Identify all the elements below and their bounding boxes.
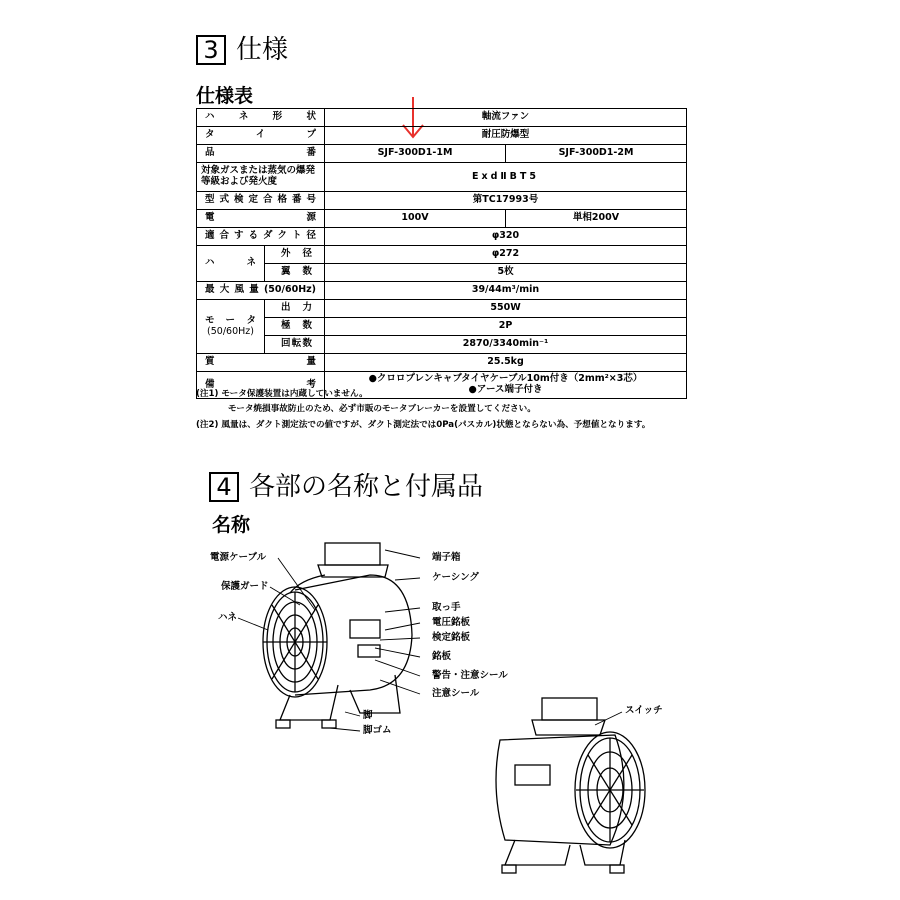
row-value: 39/44m³/min bbox=[325, 282, 687, 300]
label-warning-seal: 警告・注意シール bbox=[432, 670, 508, 681]
sub-label: 出力 bbox=[265, 300, 325, 318]
spec-table bbox=[196, 108, 687, 399]
row-value: 耐圧防爆型 bbox=[325, 127, 687, 145]
table-row bbox=[197, 109, 687, 127]
table-row bbox=[197, 318, 687, 336]
row-label: 電源 bbox=[197, 210, 325, 228]
row-label: 対象ガスまたは蒸気の爆発等級および発火度 bbox=[197, 163, 325, 192]
section4-title: 各部の名称と付属品 bbox=[249, 472, 484, 502]
sub-label: 回転数 bbox=[265, 336, 325, 354]
note-1a: (注1) モータ保護装置は内蔵していません。 bbox=[196, 389, 368, 399]
sub-label: 翼数 bbox=[265, 264, 325, 282]
power-1: 100V bbox=[325, 210, 506, 228]
label-name-plate: 銘板 bbox=[432, 651, 452, 662]
row-label: 質量 bbox=[197, 354, 325, 372]
motor-label: モータ bbox=[205, 314, 256, 326]
spec-table-title: 仕様表 bbox=[196, 85, 254, 107]
remark-1: ●クロロプレンキャブタイヤケーブル10m付き（2mm²×3芯） bbox=[368, 373, 643, 385]
row-value: 2P bbox=[325, 318, 687, 336]
row-value: φ272 bbox=[325, 246, 687, 264]
label-inspection-plate: 検定銘板 bbox=[432, 632, 471, 643]
label-wing: ハネ bbox=[218, 612, 238, 623]
label-guard: 保護ガード bbox=[221, 581, 269, 592]
section3-header bbox=[196, 35, 288, 65]
row-label bbox=[197, 300, 265, 354]
row-label: 最大風量(50/60Hz) bbox=[197, 282, 325, 300]
row-value: 5枚 bbox=[325, 264, 687, 282]
row-value: 第TC17993号 bbox=[325, 192, 687, 210]
note-2: (注2) 風量は、ダクト測定法での値ですが、ダクト測定法では0Pa(パスカル)状態とならない為、予想値となります。 bbox=[196, 420, 651, 430]
sub-label: 極数 bbox=[265, 318, 325, 336]
remark-2: ●アース端子付き bbox=[468, 384, 543, 395]
row-value: ExdⅡBT5 bbox=[325, 163, 687, 192]
label-casing: ケーシング bbox=[432, 572, 479, 583]
section4-header bbox=[209, 472, 483, 502]
table-row bbox=[197, 246, 687, 264]
table-row bbox=[197, 192, 687, 210]
parts-title: 名称 bbox=[212, 514, 251, 536]
label-switch: スイッチ bbox=[625, 705, 663, 716]
model-1: SJF-300D1-1M bbox=[325, 145, 506, 163]
table-row bbox=[197, 282, 687, 300]
row-value: φ320 bbox=[325, 228, 687, 246]
section3-title: 仕様 bbox=[236, 35, 289, 65]
table-row bbox=[197, 163, 687, 192]
table-row bbox=[197, 336, 687, 354]
row-value: 2870/3340min⁻¹ bbox=[325, 336, 687, 354]
row-label: ハネ bbox=[197, 246, 265, 282]
table-row bbox=[197, 354, 687, 372]
table-row bbox=[197, 228, 687, 246]
row-value: 軸流ファン bbox=[325, 109, 687, 127]
row-label: 型式検定合格番号 bbox=[197, 192, 325, 210]
row-label: 備考 bbox=[197, 372, 325, 399]
row-value: 550W bbox=[325, 300, 687, 318]
label-terminal-box: 端子箱 bbox=[432, 552, 461, 563]
table-row bbox=[197, 145, 687, 163]
power-2: 単相200V bbox=[506, 210, 687, 228]
label-caution-seal: 注意シール bbox=[432, 688, 480, 699]
table-row bbox=[197, 210, 687, 228]
label-leg-rubber: 脚ゴム bbox=[363, 725, 392, 736]
row-label: 適合するダクト径 bbox=[197, 228, 325, 246]
fan-front-illustration bbox=[250, 535, 430, 740]
label-voltage-plate: 電圧銘板 bbox=[432, 617, 471, 628]
label-handle: 取っ手 bbox=[432, 602, 461, 613]
note-1b: モータ焼損事故防止のため、必ず市販のモータブレーカーを設置してください。 bbox=[228, 404, 536, 414]
model-2: SJF-300D1-2M bbox=[506, 145, 687, 163]
sub-label: 外径 bbox=[265, 246, 325, 264]
row-label: ハネ形状 bbox=[197, 109, 325, 127]
table-row bbox=[197, 127, 687, 145]
label-leg: 脚 bbox=[363, 710, 373, 721]
section4-number: 4 bbox=[209, 472, 239, 502]
table-row bbox=[197, 264, 687, 282]
motor-label-sub: (50/60Hz) bbox=[207, 325, 254, 337]
label-power-cable: 電源ケーブル bbox=[210, 552, 267, 563]
row-label: 品番 bbox=[197, 145, 325, 163]
section3-number: 3 bbox=[196, 35, 226, 65]
row-value: 25.5kg bbox=[325, 354, 687, 372]
row-value bbox=[325, 372, 687, 399]
row-label: タイプ bbox=[197, 127, 325, 145]
table-row bbox=[197, 300, 687, 318]
